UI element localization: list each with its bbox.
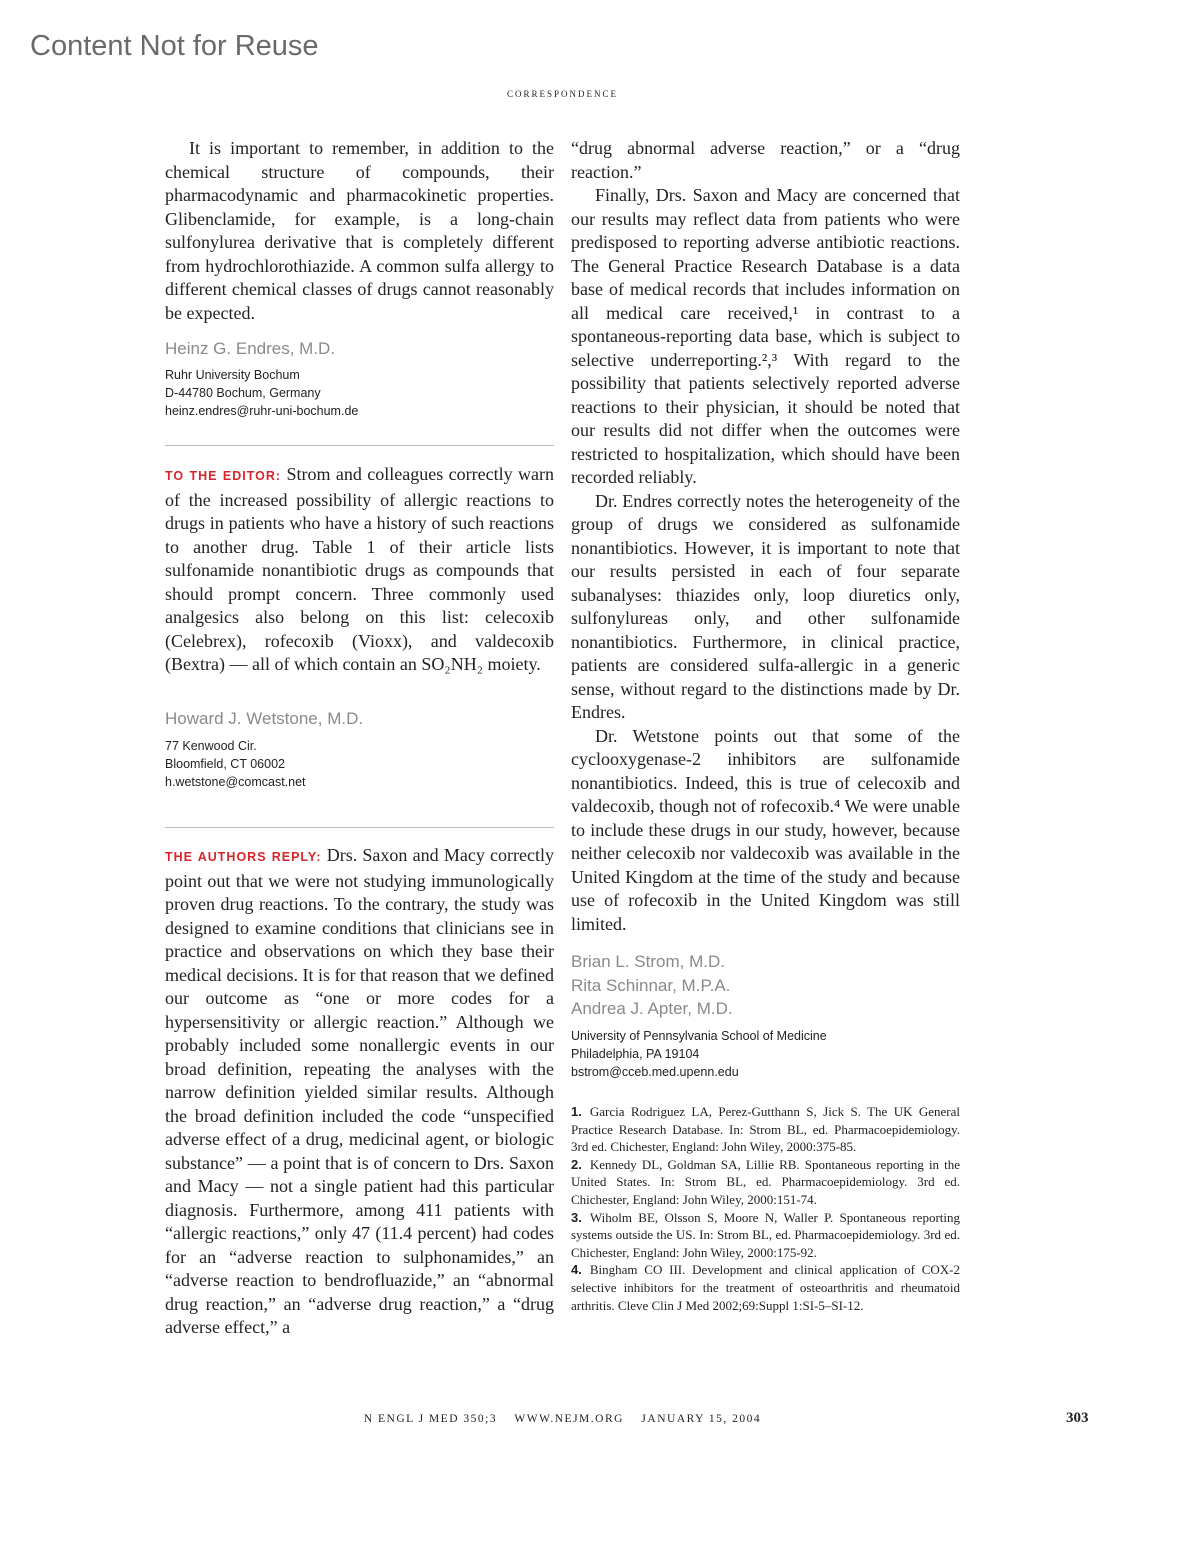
letter2-body bbox=[165, 463, 554, 677]
paragraph: “drug abnormal adverse reaction,” or a “drug reaction.” bbox=[571, 138, 960, 182]
reference-item bbox=[571, 1156, 960, 1209]
reference-item bbox=[571, 1103, 960, 1156]
page-number: 303 bbox=[1066, 1410, 1089, 1426]
address-line: Ruhr University Bochum bbox=[165, 368, 300, 382]
lead-label: TO THE EDITOR: bbox=[165, 469, 282, 483]
reference-text: Kennedy DL, Goldman SA, Lillie RB. Spontaneous reporting in the United States. In: Strom BL, ed. Pharmacoepidemiology. 3rd ed. Chichester, England: John Wiley, 2000:151-74. bbox=[571, 1156, 960, 1207]
paragraph: Dr. Wetstone points out that some of the cyclooxygenase-2 inhibitors are sulfonamide nonantibiotics. Indeed, this is true of celecoxib and valdecoxib, though not of rofecoxib.⁴ We were unable to include these drugs in our study, however, because neither celecoxib nor valdecoxib was available in the United Kingdom at the time of the study and because use of rofecoxib in the United Kingdom was still limited. bbox=[571, 725, 960, 934]
address-line: D-44780 Bochum, Germany bbox=[165, 385, 321, 400]
author-address bbox=[165, 367, 358, 420]
references bbox=[571, 1103, 960, 1314]
watermark: Content Not for Reuse bbox=[30, 30, 319, 62]
reference-number: 2. bbox=[571, 1156, 582, 1172]
author-name: Rita Schinnar, M.P.A. bbox=[571, 975, 731, 995]
reply-body bbox=[165, 844, 554, 1340]
paragraph: Strom and colleagues correctly warn of the increased possibility of allergic reactions to drugs in patients who have a history of such reactions to another drug. Table 1 of their article lists sulfonamide nonantibiotic drugs as compounds that should prompt concern. Three commonly used analgesics also belong on this list: celecoxib (Celebrex), rofecoxib (Vioxx), and valdecoxib (Bextra) — all of which contain an SO₂NH₂ moiety. bbox=[165, 464, 554, 674]
reference-text: Wiholm BE, Olsson S, Moore N, Waller P. Spontaneous reporting systems outside the US. In: Strom BL, ed. Pharmacoepidemiology. 3rd ed. Chichester, England: John Wiley, 2000:175-92. bbox=[571, 1209, 960, 1260]
divider bbox=[165, 827, 554, 828]
reference-text: Garcia Rodriguez LA, Perez-Gutthann S, Jick S. The UK General Practice Research Database. In: Strom BL, ed. Pharmacoepidemiology. 3rd ed. Chichester, England: John Wiley, 2000:375-85. bbox=[571, 1104, 960, 1155]
address-line: University of Pennsylvania School of Medicine bbox=[571, 1029, 827, 1043]
reference-number: 1. bbox=[571, 1104, 582, 1119]
author-name: Andrea J. Apter, M.D. bbox=[571, 999, 733, 1018]
address-line: 77 Kenwood Cir. bbox=[165, 739, 257, 753]
reference-number: 3. bbox=[571, 1209, 582, 1225]
divider bbox=[165, 445, 554, 446]
journal-footer: N ENGL J MED 350;3 WWW.NEJM.ORG JANUARY 15, 2004 bbox=[363, 1413, 762, 1425]
paragraph: It is important to remember, in addition to the chemical structure of compounds, their pharmacodynamic and pharmacokinetic properties. Glibenclamide, for example, is a long-chain sulfonylurea derivative that is completely different from hydrochlorothiazide. A common sulfa allergy to different chemical classes of drugs cannot reasonably be expected. bbox=[165, 138, 554, 323]
address-line: Bloomfield, CT 06002 bbox=[165, 756, 285, 771]
email: heinz.endres@ruhr-uni-bochum.de bbox=[165, 403, 359, 418]
author-names bbox=[571, 950, 733, 1021]
email: bstrom@cceb.med.upenn.edu bbox=[571, 1064, 739, 1079]
author-name: Brian L. Strom, M.D. bbox=[571, 952, 725, 971]
paragraph: Dr. Endres correctly notes the heterogeneity of the group of drugs we considered as sulfonamide nonantibiotics. However, it is important to note that our results persisted in each of four separate subanalyses: thiazides only, loop diuretics only, sulfonylureas only, and other sulfonamide nonantibiotics. Furthermore, in clinical practice, patients are considered sulfa-allergic in a generic sense, without regard to the distinctions made by Dr. Endres. bbox=[571, 490, 960, 722]
email: h.wetstone@comcast.net bbox=[165, 774, 306, 789]
letter1-body bbox=[165, 137, 554, 325]
reference-number: 4. bbox=[571, 1262, 582, 1278]
author-name: Heinz G. Endres, M.D. bbox=[165, 339, 336, 358]
reference-item bbox=[571, 1209, 960, 1262]
section-header: correspondence bbox=[506, 86, 618, 100]
author-name: Howard J. Wetstone, M.D. bbox=[165, 709, 364, 728]
reply-body-continued bbox=[571, 137, 960, 936]
author-address bbox=[165, 738, 306, 791]
reference-text: Bingham CO III. Development and clinical application of COX-2 selective inhibitors for the treatment of osteoarthritis and rheumatoid arthritis. Cleve Clin J Med 2002;69:Suppl 1:SI-5–SI-12. bbox=[571, 1262, 960, 1313]
address-line: Philadelphia, PA 19104 bbox=[571, 1046, 700, 1061]
author-address bbox=[571, 1028, 827, 1081]
reference-item bbox=[571, 1261, 960, 1314]
paragraph: Finally, Drs. Saxon and Macy are concerned that our results may reflect data from patients who were predisposed to reporting adverse antibiotic reactions. The General Practice Research Database is a data base of medical records that includes information on all medical care received,¹ in contrast to a spontaneous-reporting data base, which is subject to selective underreporting.²,³ With regard to the possibility that patients selectively reported adverse reactions to their physician, it should be noted that our results did not differ when the outcomes were restricted to hospitalization, which should have been recorded reliably. bbox=[571, 185, 960, 487]
lead-label: THE AUTHORS REPLY: bbox=[165, 850, 322, 864]
paragraph: Drs. Saxon and Macy correctly point out that we were not studying immunologically proven drug reactions. To the contrary, the study was designed to examine conditions that clinicians see in practice and observations on which they base their medical decisions. It is for that reason that we defined our outcome as “one or more codes for a hypersensitivity or allergic reaction.” Although we probably included some nonallergic events in our broad definition, repeating the analyses with the narrow definition yielded similar results. Although the broad definition included the code “unspecified adverse effect of a drug, medicinal agent, or biologic substance” — a point that is of concern to Drs. Saxon and Macy — not a single patient had this particular diagnosis. Furthermore, among 411 patients with “allergic reactions,” only 47 (11.4 percent) had codes for an “adverse reaction to sulphonamides,” an “adverse reaction to bendrofluazide,” an “abnormal drug reaction,” an “adverse drug reaction,” a “drug adverse effect,” a bbox=[165, 845, 554, 1337]
